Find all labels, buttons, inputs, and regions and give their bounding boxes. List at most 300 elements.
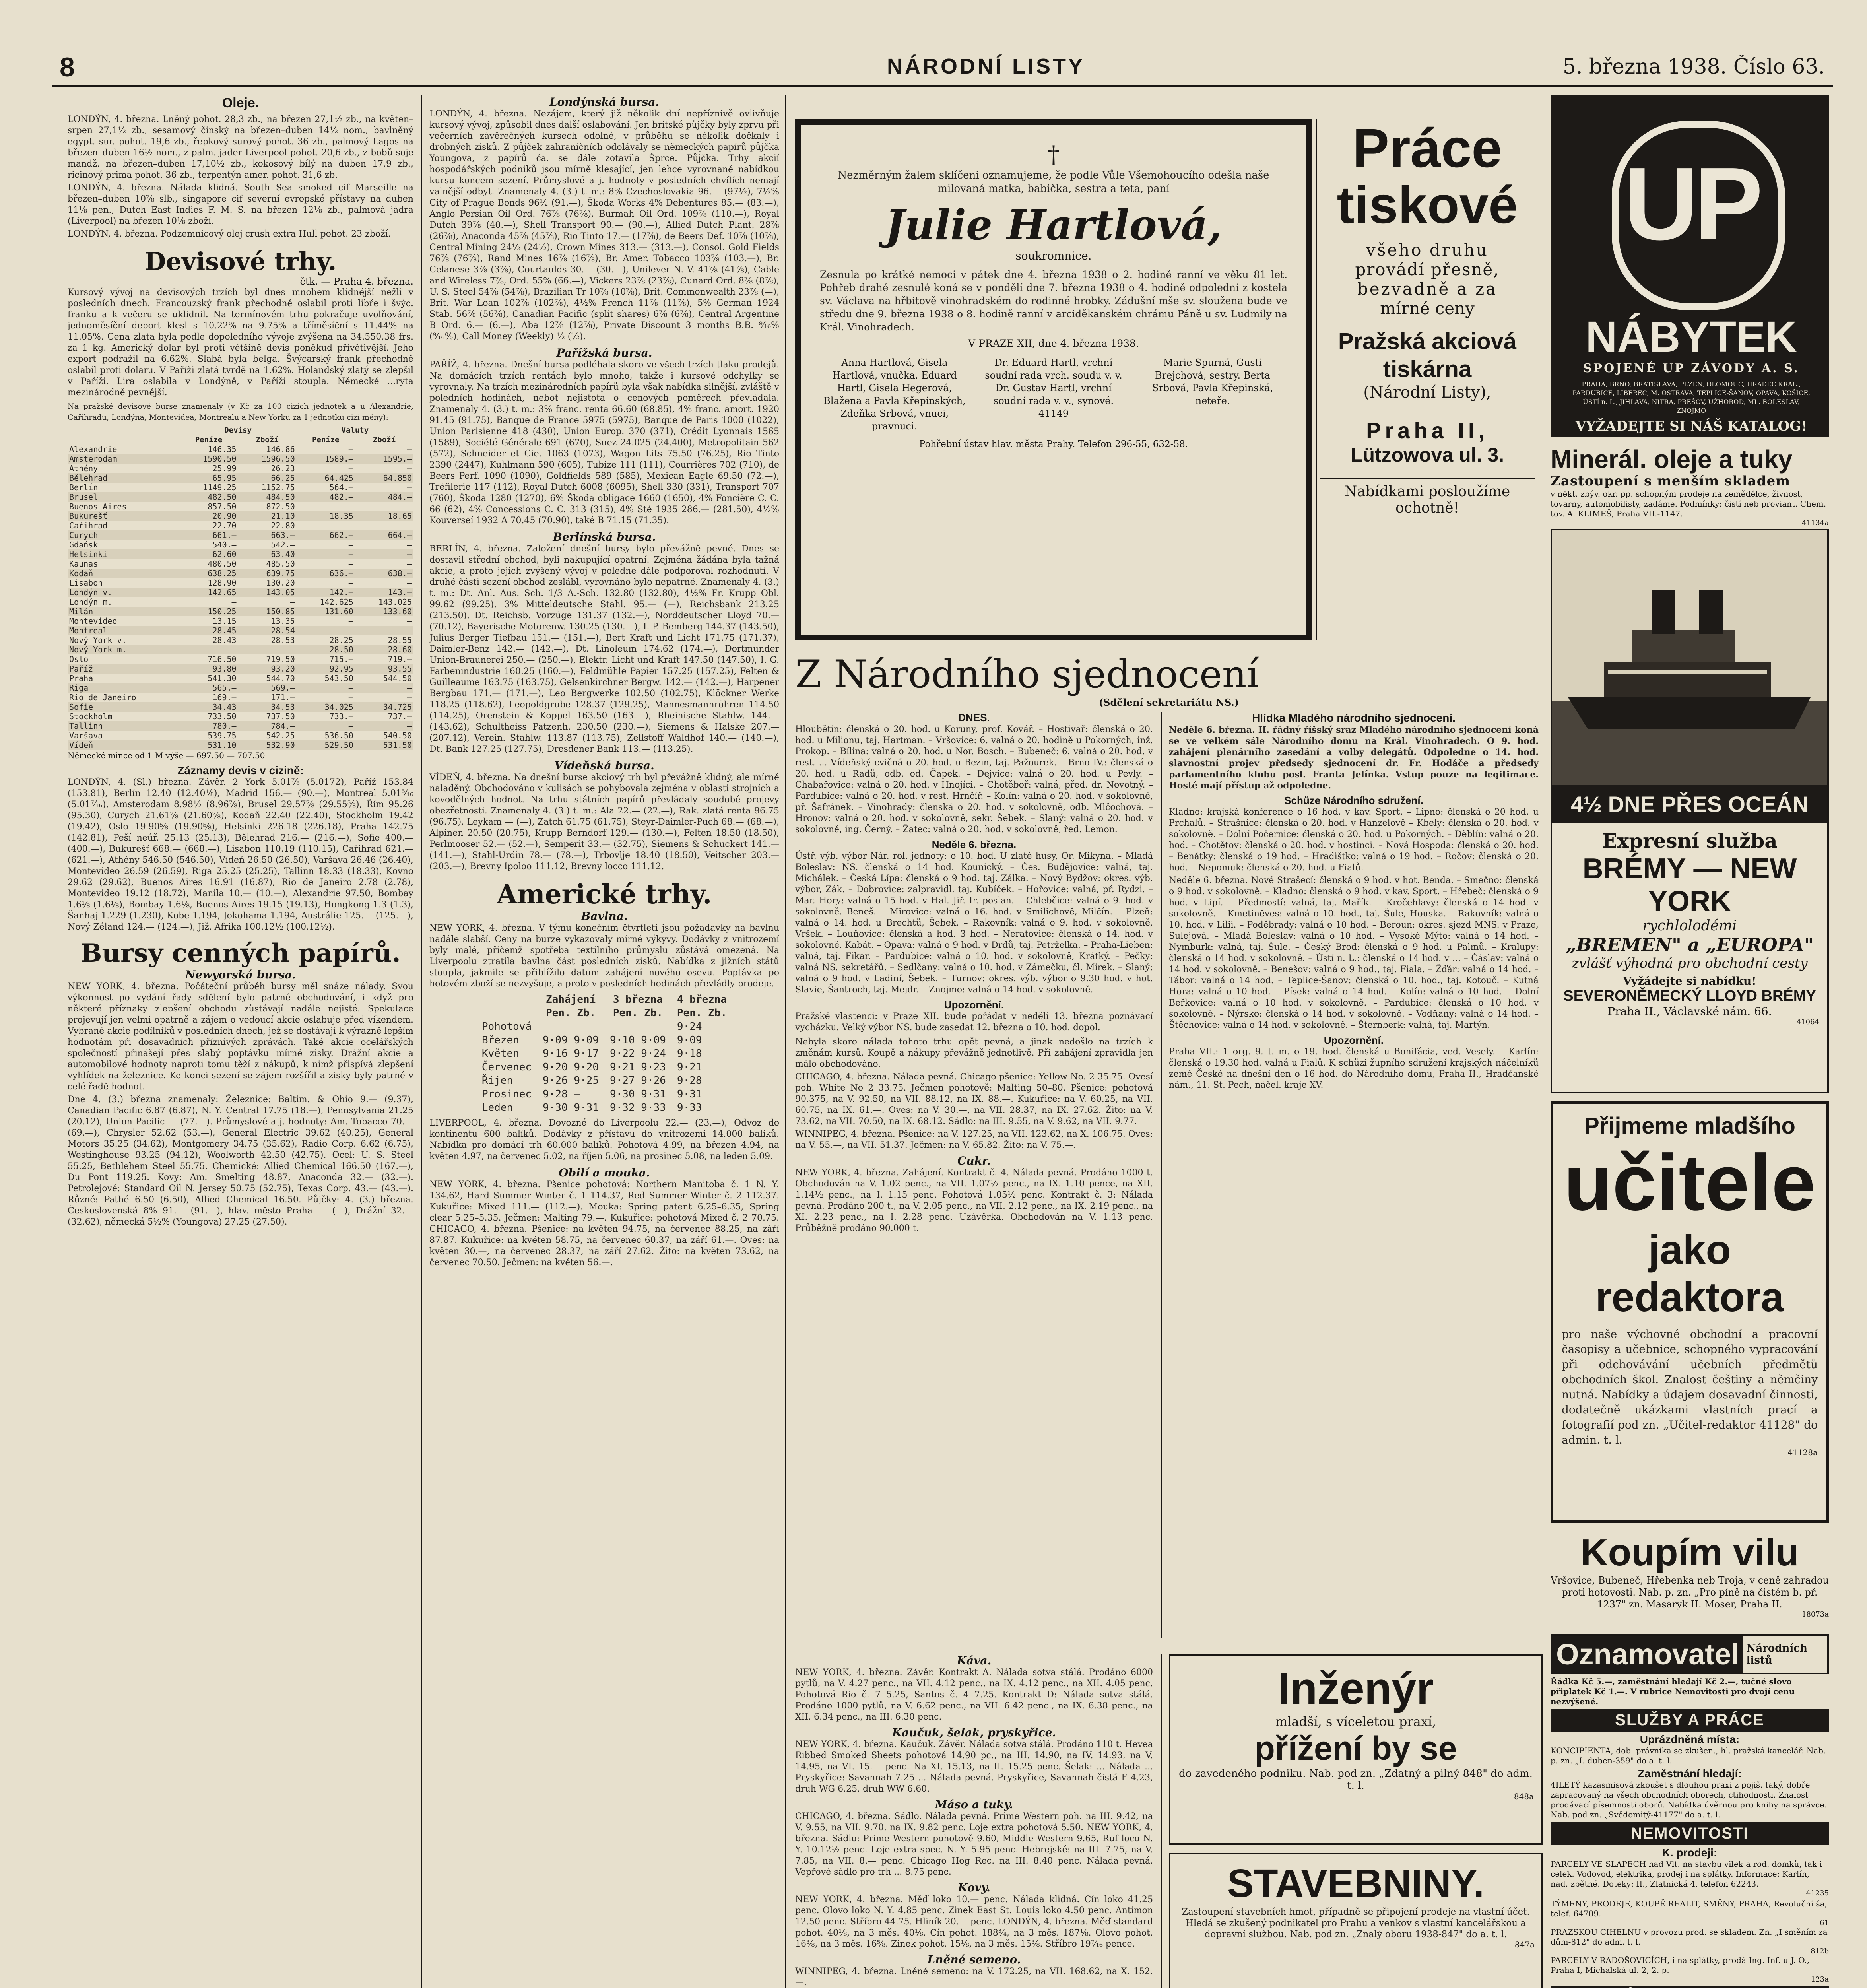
printing-cta: Nabídkami posloužíme ochotně! [1320,478,1535,516]
cotton-row [476,1074,732,1087]
fx-value: — [407,549,412,559]
ship-address: Praha II., Václavské nám. 66. [1607,1005,1772,1018]
villa-code: 18073a [1802,1610,1829,1619]
classified-ad-1-code: 61 [1820,1919,1829,1927]
fx-row [68,607,413,616]
printing-address-2: Lützowova ul. 3. [1350,444,1504,466]
header-rule [52,85,1833,87]
ship-fast: rychlolodémi [1642,918,1737,934]
cotton-month: Květen [481,1048,519,1060]
services-header: SLUŽBY A PRÁCE [1551,1709,1829,1732]
fx-row [68,578,413,588]
ad-mineral-oils [1551,445,1829,525]
engineer-text: do zavedeného podniku. Nab. pod zn. „Zdatný a pilný-848" do adm. t. l. [1179,1768,1533,1792]
fx-value: 22.80 [271,521,295,530]
up-cta: VYŽADEJTE SI NÁŠ KATALOG! [1575,418,1807,434]
fx-value: — [348,693,353,702]
printing-line-3: bezvadně a za [1357,279,1498,299]
cotton-month: Březen [481,1034,519,1046]
fx-value: 543.50 [324,674,353,683]
ship-names: „BREMEN" a „EUROPA" [1566,934,1814,955]
fx-value: 531.10 [208,740,237,750]
fx-row [68,702,413,712]
sjednoceni-left [795,712,1153,1646]
teacher-title: učitele [1564,1138,1816,1227]
fx-value: 21.10 [271,511,295,521]
cotton-text: NEW YORK, 4. března. V týmu konečním čtvrtletí jsou požadavky na bavlnu nadále slabší. Ceny na burze vykazovaly mírné výkyvy. Dodávky z vnitrozemí byly malé, přičemž spotřeba textilního průmyslu zůstává omezená. Na Liverpoolu ztratila bavlna část posledních zisků. Nabídka z jižních států stoupla, jakmile se přiblížilo datum zahájení nového osevu. Poptávka po hotovém zboží se nezvyšuje, a proto v posledních hodinách převládly prodeje. [429,923,779,989]
cotton-row [476,1101,732,1114]
fx-value: 664.— [388,530,412,540]
fx-value: 733.— [329,712,353,721]
fx-value: — [407,445,412,454]
fx-value: 143.05 [266,588,295,597]
fx-value: 28.45 [212,626,237,635]
nedele-title: Neděle 6. března. [932,839,1017,850]
fx-group-valuty: Valuty [341,426,369,435]
classified-ad-1: TÝMENY, PRODEJE, KOUPĚ REALIT, SMĚNY, PRAHA, Revoluční ša, telef. 64709. [1551,1899,1827,1918]
realty-code: 41235 [1806,1889,1829,1897]
cotton-value: 9·16 9·17 [543,1048,599,1060]
fx-value: — [290,597,295,607]
fx-value: 719.— [388,654,412,664]
fx-value: 143.025 [378,597,412,607]
jobs-wanted-title: Zaměstnání hledají: [1638,1767,1742,1780]
loans-header [1551,1986,1829,1988]
cotton-subheader-row [476,1006,732,1020]
fx-currency: Oslo [69,654,89,664]
fx-value: 34.53 [271,702,295,712]
fx-value: 64.425 [324,473,353,483]
fx-dateline: čtk. — Praha 4. března. [300,276,413,287]
fx-currency: Curych [69,530,98,540]
americke-trhy-title: Americké trhy. [497,879,712,910]
fx-currency: Cařihrad [69,521,108,530]
up-title: NÁBYTEK [1586,313,1797,361]
fx-value: 539.75 [208,731,237,740]
classified-ad-2-code: 812b [1811,1947,1829,1955]
fx-value: 64.850 [383,473,412,483]
fx-value: 171.— [271,693,295,702]
berlin-title: Berlínská bursa. [553,530,656,544]
fx-value: — [231,597,237,607]
fx-currency: Vídeň [69,740,93,750]
fx-value: 482.50 [208,492,237,502]
fx-row [68,740,413,750]
fx-value: — [407,693,412,702]
cotton-header-cell: 3 března [613,994,663,1006]
obituary-intro: Nezměrným žalem sklíčeni oznamujeme, že podle Vůle Všemohoucího odešla naše milovaná matka, babička, sestra a teta, paní [838,169,1269,195]
mineral-text: v někt. zbýv. okr. pp. schopným prodeje na zemědělce, živnost, tovarny, automobilisty, zadáme. Podmínky: čistí neb proviant. Chem. tov. A. KLIMEŠ, Praha VII.-1147. [1551,489,1826,518]
fx-row [68,464,413,473]
commod-chicago: CHICAGO, 4. března. Nálada pevná. Chicago pšenice: Yellow No. 2 35.75. Ovesí poh. White No 2 33.75. Ječmen pohotově: Malting 50–80. Pšenice: pohotová 90.375, na V. 92.50, na VII. 88.12, na IX. 88.—. Kukuřice: na V. 60.25, na VII. 60.75, na IX. 61.—. Oves: na V. 30.—, na VII. 28.37, na IX. 27.62. Žito: na V. 73.62, na VII. 70.50, na IX. 68.12. Sádlo: na III. 9.55, na V. 9.62, na VII. 9.77. [795,1072,1153,1126]
column-commodities [68,95,413,1988]
ship-note: zvlášť výhodná pro obchodní cesty [1572,955,1808,971]
fx-row [68,731,413,740]
column-rule-4 [1161,1654,1162,1988]
ship-route: BRÉMY — NEW YORK [1582,853,1797,917]
schuze-text-2: Neděle 6. března. Nové Strašecí: členská o 9 hod. v hot. Benda. – Smečno: členská o 9 hod. v sokolovně. – Kladno: členská o 9 hod. v kav. Sport. – Hřebeč: členská o 9 hod. v Lipí. – Předmostí: valná, taj. Mařík. – Kročehlavy: členská o 14 hod. v sokolovně. – Kmetiněves: valná o 10. hod., taj. Šule, Houska. – Rakovník: valná o 10. hod. v Lilii. – Poděbrady: valná o 10 hod. – Beroun: okres. sjezd MNS. v Praze, Sulejová. – Mladá Boleslav: valná o 10 hod. – Vysoké Mýto: valná o 14 hod. – Nymburk: valná, taj. Šule. – Český Brod: členská o 9 hod. u Palmů. – Kralupy: členská o 14 hod. v sokolovně. – Ústí n. L.: členská o 14 hod. v ... – Čáslav: valná o 14 hod. v sokolovně. – Benešov: valná o 9 hod., taj. Fiala. – Žďár: valná o 14 hod. – Tábor: valná o 14 hod. – Teplice-Šanov: členská o 10. hod., taj. Kotouč. – Kutná Hora: valná o 10 hod. – Písek: valná o 14 hod. – Kolín: valná o 10 hod. – Dolní Beřkovice: valná o 10 hod. v sokolovně. – Pardubice: členská o 10 hod. v sokolovně. – Nýrsko: členská o 14 hod. v sokolovně. – Vodňany: valná o 14 hod. – Štěchovice: valná o 14 hod. v sokolovně. – Šternberk: valná, taj. Martýn. [1169,876,1539,1030]
mineral-subtitle: Zastoupení s menším skladem [1551,473,1791,489]
metals-text: NEW YORK, 4. března. Měď loko 10.— penc. Nálada klidná. Cín loko 41.25 penc. Olovo loko N. Y. 4.85 penc. Zinek East St. Louis loko 4.50 penc. Antimon 12.50 penc. Stříbro 44.75. Hliník 20.— penc. LONDÝN, 4. března. Měď standard pohot. 40⅛, na 3 měs. 40⅛. Cín pohot. 188¾, na 3 měs. 187⅛. Olovo pohot. 16⅜, na 3 měs. 16⅝. Zinek pohot. 15⅛, na 3 měs. 15⅜. Stříbro 19⁷⁄₁₆ pence. [795,1895,1153,1949]
ocean-liner-image [1552,530,1827,785]
schuze-text: Kladno: krajská konference o 16 hod. v kav. Sport. – Lipno: členská o 20 hod. u Prchalů. – Strašnice: členská o 20. hod. v Hanzelově – Kbely: členská o 20. hod. v sokolovně. – Dolní Počernice: členská o 20. hod. u Pokorných. – Děblín: valná o 20. hod. – Chotětov: členská o 20. hod. v hostinci. – Nová Hospoda: členská o 20. hod. – Benátky: členská o 19 hod. – Hradištko: valná o 19 hod. – Ročov: členská o 20. hod. – Nepomuk: členská o 20. hod. u Fialů. [1169,807,1539,873]
cotton-month: Prosinec [481,1088,532,1100]
column-exchanges [429,95,779,1988]
fx-value: 26.23 [271,464,295,473]
classifieds [1551,1634,1829,1988]
fx-row [68,597,413,607]
berlin-text: BERLÍN, 4. března. Založení dnešní bursy bylo převážně pevné. Dnes se dostavil střední obchod, byli nakupující opatrní. Zejména žádána byla tažná akcie, a proto jejich zvýšený vývoj v poledne dále podporoval rozhodnutí. V druhé části sezení obchod zeslábl, vyrovnáno bylo nepatrné. Znamenaly 4. (3.) t. m.: Dt. Anl. Aus. Sch. 1/3 A.-Sch. 132.80 (132.80), 4½% Fr. Krupp Obl. 99.62 (99.25), 3% Mitteldeutsche Stahl. 95.— (—), Reichsbank 213.25 (213.50), Dt. Reichsb. Vorzüge 131.37 (132.—), Norddeutscher Lloyd 70.— (70.12), Bayerische Motorenw. 130.25 (130.—), I. P. Bemberg 144.37 (143.50), Julius Berger Tiefbau 151.— (151.—), Bert Kraft und Licht 171.75 (171.37), Daimler-Benz 142.— (142.—), Dt. Linoleum 174.62 (174.—), Dortmunder Union-Braunerei 250.— (250.—), Elektr. Licht und Kraft 147.50 (147.50), I. G. Farbenindustrie 160.25 (160.—), Feldmühle Papier 157.25 (157.25), Felten & Guilleaume 163.75 (163.75), Gelsenkirchner Bergw. 142.— (142.—), Harpener Bergbau 171.— (171.—), Leo Bergwerke 102.50 (102.75), Klöckner Werke 118.25 (118.62), Leopoldgrube 128.37 (129.25), Mannesmannröhren 114.50 (114.25), Orenstein & Koppel 163.50 (163.—), Rheinische Stahlw. 144.— (143.62), Schultheiss Patzenh. 230.50 (230.—), Siemens & Halske 207.— (207.12), Verein. Stahlw. 113.87 (113.75), Zellstoff Waldhof 140.— (140.—), Dt. Bank 127.25 (127.75), Dresdener Bank 113.— (113.25). [429,544,779,754]
ad-up-furniture [1551,95,1829,437]
fx-currency: Tallinn [69,721,103,731]
fx-value: — [348,521,353,530]
printing-title-2: tiskové [1337,176,1518,234]
vienna-text: VÍDEŇ, 4. března. Na dnešní burse akciový trh byl převážně klidný, ale mírně naladěný. Obchodováno v kulisách se pohybovala zejména v oblasti strojních a kovodělných hodnot. Na trhu státních papírů převládaly soudobé projevy obezřetnosti. Znamenaly 4. (3.) t. m.: Ala 22.— (22.—), Rak. zlatá renta 96.75 (96.75), Leykam — (—), Zatch 61.75 (61.75), Steyr-Daimler-Puch 68.— (68.—), Alpinen 20.50 (20.75), Krupp Berndorf 129.— (130.—), Felten 18.50 (18.50), Perlmooser 52.— (52.—), Semperit 33.— (32.75), Siemens & Schuckert 141.— (141.—), Stahl-Urdin 78.— (78.—), Trbovlje 18.40 (18.50), Veitscher 203.— (203.—), Brevny Ipoloo 111.12, Brevny locco 111.12. [429,773,779,872]
fx-value: 661.— [212,530,237,540]
cotton-row [476,1047,732,1060]
fx-value: 63.40 [271,549,295,559]
fx-table [68,425,413,750]
fx-row [68,521,413,530]
engineer-line1: mladší, s víceletou praxí, [1275,1714,1436,1729]
fx-value: — [231,645,237,654]
fx-row [68,693,413,702]
fx-row [68,569,413,578]
fx-currency: Paříž [69,664,93,674]
fx-value: — [348,616,353,626]
fx-value: 1590.50 [203,454,237,464]
fx-note: Na pražské devisové burse znamenaly (v Kč za 100 cizích jednotek a u Alexandrie, Cařihradu, Londýna, Montevidea, Montrealu a New Yorku za 1 jednotku cizí měny): [68,402,413,422]
cotton-subheader-cell: Pen. Zb. [545,1007,596,1019]
fx-group-devisy: Devisy [224,426,252,435]
classifieds-text: Řádka Kč 5.—, zaměstnání hledají Kč 2.—, tučné slovo připlatek Kč 1.—. V rubrice Nemovitosti pro dvojí cenu nezvýšené. [1551,1677,1795,1706]
cotton-value: 9·27 9·26 [610,1075,666,1087]
fx-currency: Helsinki [69,549,108,559]
obituary-details: Zesnula po krátké nemoci v pátek dne 4. března 1938 o 2. hodině ranní ve věku 81 let. Pohřeb drahé zesnulé koná se v pondělí dne 7. března 1938 o 4. hodině odpolední z kostela sv. Václava na hřbitově vinohradském do rodinné hrobky. Zádušní mše sv. sloužena bude ve středu dne 9. března 1938 o 8. hodině ranní v arciděkanském chrámu Páně u sv. Ludmily na Král. Vinohradech. [820,269,1287,333]
page-number: 8 [60,52,75,82]
coffee-text: NEW YORK, 4. března. Závěr. Kontrakt A. Nálada sotva stálá. Prodáno 6000 pytlů, na V. 4.27 penc., na VII. 4.12 penc., na IX. 4.12 penc., na XII. 4.05 penc. Pohotová Rio č. 7 5.25, Santos č. 4 7.25. Kontrakt D: Nálada sotva stálá. Prodáno 1000 pytlů, na V. 6.62 penc., na VII. 6.42 penc., na IX. 6.38 penc., na XII. 6.34 penc., na III. 6.30 penc. [795,1668,1153,1722]
ny-title: Newyorská bursa. [185,968,296,981]
fx-value: — [348,445,353,454]
fx-value: 484.50 [266,492,295,502]
fx-value: 542.25 [266,731,295,740]
fx-currency: Kodaň [69,569,93,578]
fx-value: 130.20 [266,578,295,588]
cotton-value: 9·26 9·25 [543,1075,599,1087]
fx-value: 569.— [271,683,295,693]
fx-value: 529.50 [324,740,353,750]
cotton-row [476,1087,732,1101]
printing-title-1: Práce [1353,119,1502,179]
fx-row [68,654,413,664]
paris-title: Pařížská bursa. [556,346,652,359]
fx-currency: Buenos Aires [69,502,127,511]
fx-value: — [407,521,412,530]
fx-value: 146.35 [208,445,237,454]
fx-row [68,454,413,464]
fats-title: Máso a tuky. [935,1798,1013,1811]
fx-value: 62.60 [212,549,237,559]
upozorneni-text: Pražské vlastenci: v Praze XII. bude pořádat v neděli 13. března poznávací vycházku. Velký výbor NS. bude zasedat 12. března o 10. hod. dopol. [795,1011,1153,1033]
fx-currency: Alexandrie [69,445,117,454]
fx-value: — [407,721,412,731]
column-sjednoceni [795,652,1543,1646]
ship-company: SEVERONĚMECKÝ LLOYD BRÉMY [1563,988,1816,1004]
building-title: STAVEBNINY. [1227,1861,1485,1906]
ad-engineer [1169,1654,1543,1845]
fx-row [68,511,413,521]
flax-text: WINNIPEG, 4. března. Lněné semeno: na V. 172.25, na VII. 168.62, na X. 152.—. [795,1967,1153,1988]
fx-header-cell [68,435,179,445]
fx-value: — [407,464,412,473]
villa-title: Koupím vilu [1580,1531,1799,1574]
fx-value: 872.50 [266,502,295,511]
grain-title: Obilí a mouka. [559,1166,650,1179]
fx-value: 150.25 [208,607,237,616]
dnes-title: DNES. [958,712,990,724]
ad-printing [1320,119,1535,636]
column-rule-1 [421,95,422,1988]
ship-service: Expresní služba [1602,829,1778,852]
sugar-title: Cukr. [957,1154,991,1167]
oil-text-2: LONDÝN, 4. března. Nálada klidná. South Sea smoked cif Marseille na březen–duben 10⅞ slb., singapore cif severní evropské přístavy na duben 11⅛ pen., Dutch East Indies F. M. S. na březen 12⅛ zb., palmová jádra (Liverpool) na březen 10⅛ zboží. [68,183,413,226]
fx-currency: Stockholm [69,712,113,721]
teacher-text: pro naše výchovné obchodní a pracovní časopisy a učebnice, schopného vypracování při odchovávání učebních předmětů obchodních škol. Znalost češtiny a němčiny nutná. Nabídky a údajem dosavadní činnosti, dodatečně ukázkami vlastních prací a fotografií pod zn. „Učitel-redaktor 41128" do admin. t. l. [1562,1328,1818,1446]
cotton-subheader-cell: Pen. Zb. [677,1007,727,1019]
fx-currency: Praha [69,674,93,683]
fx-row [68,559,413,569]
upozorneni2-title: Upozornění. [1324,1034,1384,1046]
fx-value: 540.— [212,540,237,549]
cotton-header-cell [476,993,537,1006]
cotton-value: 9·21 [677,1061,702,1073]
cotton-row [476,1060,732,1074]
fx-value: — [348,559,353,569]
fx-value: 531.50 [383,740,412,750]
fx-title: Devisové trhy. [144,247,337,276]
teacher-line-1: Přijmeme mladšího [1584,1113,1795,1139]
fx-value: — [348,578,353,588]
obituary-mourners-left: Anna Hartlová, Gisela Hartlová, vnučka. Eduard Hartl, Gisela Hegerová, Blažena a Pavla Křepinských, Zdeňka Srbová, vnuci, pravnuci. [823,357,966,432]
ship-banner: 4½ DNE PŘES OCEÁN [1552,785,1827,823]
fx-value: — [407,559,412,569]
paris-text: PAŘÍŽ, 4. března. Dnešní bursa podléhala skoro ve všech trzích tlaku prodejů. Na domácích trzích rentách bylo mnoho, takže i kursové odchylky se vyrovnaly. Na trzích mezinárodních papírů byla však nabídka silnější, zvláště v poledních hodinách, nebot nejistota o cenových poměrech převládala. Znamenaly 4. (3.) t. m.: 3% franc. renta 66.60 (68.85), 4% franc. amort. 1920 91.45 (91.75), Banque de France 5975 (5975), Banque de Paris 1000 (1022), Union Parisienne 418 (430), Union Europ. 370 (371), Crédit Lyonnais 1565 (1589), Société Générale 691 (670), Suez 24.025 (24.400), Metropolitain 562 (572), Schneider et Cie. 1063 (1073), Wagon Lits 75.50 (76.25), Rio Tinto 2390 (2447), Kuhlmann 590 (605), Tubize 111 (111), Courrières 702 (710), de Beers Perf. 1090 (1090), Goldfields 589 (585), Mexican Eagle 69.50 (72.—), Tréfilerie 117 (112), Royal Dutch 6008 (6095), Shell 330 (331), Transport 707 (760), Škoda 1280 (1270), 6% Škoda obligace 1660 (1650), 4% Foncière C. C. 66 (62), 4% Concessions C. C. 313 (315), 4% Sté 1935 286.— (281.50), 4½% Kouverseí 1932 A 70.45 (70.90), také B 71.15 (71.35). [429,360,779,526]
cotton-value: 9·31 [677,1088,702,1100]
cotton-value: 9·10 9·09 [610,1034,666,1046]
fx-value: 66.25 [271,473,295,483]
fx-currency: Amsterodam [69,454,117,464]
fx-currency: Londýn m. [69,597,113,607]
cotton-value: 9·09 9·09 [543,1034,599,1046]
fx-row [68,502,413,511]
fx-value: 142.625 [320,597,353,607]
fx-value: 146.86 [266,445,295,454]
nedele-text: Ústř. výb. výbor Nár. rol. jednoty: o 10. hod. U zlaté husy, Or. Mikyna. – Mladá Boleslav: NS. členská o 14 hod. Kounický. – Čes. Budějovice: valná, taj. Michálek. – Česká Lípa: členská o 9 hod. taj. Zálka. – Nový Bydžov: okres. výb. výbor, Zák. – Dobrovice: zalpravidl. taj. Kubíček. – Hořovice: valná, př. Rydzi. – Mar. Hory: valná o 15 hod. v Hal. Jiř. Ir. poslan. – Chlebčice: valná o 9. hod. v sokolovně. Beneš. – Mirovice: valná o 16. hod. v Smilichově, Milčín. – Plzeň: valná o 14. hod. u Brechtů, Šebek. – Rakovník: valná o 9. hod. v sokolovně, Vršek. – Louňovice: členská a hod. 3 hod. – Neratovice: členská o 14. hod. v sokolovně. Kabát. – Opava: valná o 9 hod. v Drdů, taj. Petrželka. – Praha-Lieben: valná, taj. Fikar. – Pardubice: valná o 10. hod. v sokolovně, Krátký. – Pečky: valná NS. sekretářů. – Sedlčany: valná o 10. hod. v Zámečku, čl. Mirek. – Slaný: valná o 9 hod. v Ladiní, Šebek. – Turnov: okres. výb. výbor o 9.30 hod. v hot. Slavie, Šantroch, taj. Mejdr. – Znojmo: valná o 14 hod. v sokolovně. [795,851,1153,995]
vacancies-text: KONCIPIENTA, dob. právníka se zkušen., hl. pražská kancelář. Nab. p. zn. „I. duben-359" do a. t. l. [1551,1746,1826,1765]
fx-row [68,549,413,559]
fx-value: 564.— [329,483,353,492]
fx-value: 93.20 [271,664,295,674]
fx-row [68,635,413,645]
ad-building-materials [1169,1853,1543,1988]
obituary-name: Julie Hartlová, [885,200,1222,249]
fx-value: — [348,540,353,549]
fx-bottom-line: Německé mince od 1 M výše — 697.50 — 707.50 [68,751,265,760]
classified-ad-2: PRAZSKOU CIHELNU v provozu prod. se skladem. Zn. „I směním za dům-812" do adm. t. l. [1551,1927,1828,1947]
villa-text: Vršovice, Bubeneč, Hřebenka neb Troja, v ceně zahradou proti hotovosti. Nab. p. zn. „Pro píně na čistém b. př. 1237" zn. Masaryk II. Moser, Praha II. [1551,1575,1829,1610]
fx-value: — [348,683,353,693]
page-header [52,48,1833,83]
fx-currency: Rio de Janeiro [69,693,136,702]
up-cities: PRAHA, BRNO, BRATISLAVA, PLZEŇ, OLOMOUC, HRADEC KRÁL., PARDUBICE, LIBEREC, M. OSTRAVA, TEPLICE-ŠANOV, OPAVA, KOŠICE, ÚSTÍ n. L., JIHLAVA, NITRA, PREŠOV, UŽHOROD, ML. BOLESLAV, ZNOJMO [1572,381,1810,414]
fx-value: — [407,616,412,626]
fx-value: 1589.— [324,454,353,464]
ad-ocean-liner [1551,529,1829,1093]
fx-value: 857.50 [208,502,237,511]
london-text: LONDÝN, 4. března. Nezájem, který již několik dní nepříznivě ovlivňuje kursový vývoj, způsobil dnes další oslabování. Jen britské půjčky byly zprvu při večerních závěrečných kursech odolné, v průběhu se několik dočkaly i drobných zisků. Z půjček zahraničních odolávaly se německých papírů půjčka Youngova, z papírů ča. se dále zotavila Šprce. Půjčka. Trhy akcií hospodářských podniků jsou mírně klesající, jen lehce vyrovnané nabídkou kursu koncem sezení. Průmyslové a j. hodnoty v posledních chvílích nemají valnější odbyt. Znamenaly 4. (3.) t. m.: 8% Czechoslovakia 96.— (97½), 7½% City of Prague Bonds 96½ (91.—), Škoda Works 4% Debentures 85.— (83.—), Anglo Persian Oil Ord. 76⅞ (76⅞), Burmah Oil Ord. 109⅞ (110.—), Royal Dutch 39⅞ (40.—), Shell Transport 90.— (90.—), Allied Dutch Plant. 28⅞ (26⅞), Anaconda 45⅞ (45⅞), Rio Tinto 17.— (17⅞), de Beers Def. 10⅞ (10⅞), Central Mining 24½ (24½), Crown Mines 313.— (313.—), Consol. Gold Fields 76⅞ (76⅞), Rand Mines 16⅞ (16⅞), Br. Amer. Tobacco 103⅞ (103.—), Br. Celanese 3⅞ (3⅞), Courtaulds 30.— (30.—), Unilever N. V. 41⅞ (41⅞), Cable and Wireless 7⅞, Ord. 55% (66.—), Vickers 23⅞ (23⅞), Cunard Ord. 8⅞ (8⅞), U. S. Steel 54⅞ (54⅞), Brazilian Tr 10⅞ (10⅞), Brit. Commonwealth 23⅞ (—), Brit. War Loan 102⅞ (102⅞), 4½% French 11⅞ (11⅞), 5% German 1924 Stab. 56⅞ (56⅞), Canadian Pacific (split shares) 6⅞ (6⅞), Central Argentine B Ord. 6.— (6.—), Aba 12⅞ (12⅞), Private Discount 3 months B.B. ⁹⁄₁₆% (⁹⁄₁₆%), Call Money (Weekly) ½ (½). [429,109,779,342]
fx-currency: Bukurešť [69,511,108,521]
fx-value: 542.— [271,540,295,549]
fx-value: 28.54 [271,626,295,635]
mineral-title: Minerál. oleje a tuky [1551,445,1793,474]
fx-value: 28.60 [388,645,412,654]
cotton-header-cell: 4 března [677,994,727,1006]
fx-value: — [407,502,412,511]
ny-text: NEW YORK, 4. března. Počáteční průběh bursy měl snáze nálady. Svou výkonnost po vydání řady sdělení bylo patrné obchodování, i když pro některé příznaky zlepšení obchodu zůstávají nadále nejisté. Spekulace projevují jen velmi opatrně a zájem o vedoucí akcie oslabuje před víkendem. Vybrané akcie podílníků v posledních dnech, jež se dostávají k výrazně lepším hodnotám při dosavadních příznivých zprávách. Také akcie ocelářských společností přinášejí přes slabý poptávku mírně zisky. Drážní akcie a automobilové hodnoty naproti tomu těží z nákupů, k nimž přispívá zlepšení vyhlídek na železnice. Ke konci sezení se zájem rozšířil a zisky byly patrné v celé řadě hodnot. [68,982,413,1092]
printing-address-1: Praha II, [1366,418,1489,443]
printing-company: Pražská akciová tiskárna [1338,328,1517,382]
obituary-place-date: V PRAZE XII, dne 4. března 1938. [968,338,1139,349]
fx-value: — [348,721,353,731]
funeral-service: Pohřební ústav hlav. města Prahy. Telefon 296-55, 632-58. [919,439,1188,449]
fx-currency: Kaunas [69,559,98,569]
cotton-tail: LIVERPOOL, 4. března. Dovozné do Liverpoolu 22.— (23.—), Odvoz do kontinentu 600 balíků. Dodávky z přístavu do vnitrozemí 14.000 balíků. Nabídka pro domácí trh 60.000 balíků. Pohotová 4.99, na březen 4.94, na květen 4.97, na červenec 5.02, na říjen 5.06, na prosinec 5.08, na leden 5.09. [429,1118,779,1161]
classified-ad-3-code: 123a [1811,1975,1829,1984]
cotton-value: 9·09 [677,1034,702,1046]
fx-currency: Sofie [69,702,93,712]
fx-value: 28.25 [329,635,353,645]
schuze-title: Schůze Národního sdružení. [1284,794,1423,806]
fx-value: 638.— [388,569,412,578]
fx-value: 142.— [329,588,353,597]
fx-row [68,492,413,502]
cotton-value: 9·24 [677,1021,702,1033]
fx-text: Kursový vývoj na devisových trzích byl dnes mnohem klidnější nežli v posledních dnech. Francouzský frank přechodně oslabil proti libře i švýc. franku a k večeru se uklidnil. Na termínovém trhu pokračuje uvolňování, jednoměsíční deport klesl s 10.22% na 9.75% a tříměsíční s 11.44% na 11.05%. Cena zlata byla podle dopoledního vývoje zvýšena na 34.550,38 frs. za 1 kg. Americký dolar byl proti většině devis poněkud přívětivější. Jeho export podražil na 6.62%. Slabá byla belga. Švýcarský frank přechodně oslabil proti dolaru. V Paříži zlatá tvrdě na 1.62%. Holandský zlatý se zlepšil v Paříži. Lira oslabila v Londýně, v Paříži stoupla. Německé ...ryta mezinárodně pevnější. [68,287,413,398]
classified-ad-3: PARCELY V RADOŠOVICÍCH, i na splátky, prodá Ing. Inf. u J. O., Praha I, Michalská ul. 2, 2. p. [1551,1955,1810,1975]
obituary-mourners-right: Marie Spurná, Gusti Brejchová, sestry. Berta Srbová, Pavla Křepinská, neteře. [1152,357,1273,406]
grain-text: NEW YORK, 4. března. Pšenice pohotová: Northern Manitoba č. 1 N. Y. 134.62, Hard Summer Winter č. 1 114.37, Red Summer Winter č. 2 112.37. Kukuřice: Mixed 111.— (112.—). Mouka: Spring patent 6.25–6.35, Spring clear 5.25–5.35. Ječmen: Malting 79.—. Kukuřice: pohotová Mixed č. 2 70.75. CHICAGO, 4. března. Pšenice: na květen 94.75, na červenec 88.25, na září 87.87. Kukuřice: na květen 58.75, na červenec 60.37, na září 61.—. Oves: na květen 30.—, na červenec 28.37, na září 27.62. Žito: na květen 73.62, na červenec 70.50. Ječmen: na květen 56.—. [429,1180,779,1268]
fx-value: — [407,540,412,549]
building-code: 847a [1514,1940,1535,1949]
fx-value: 169.— [212,693,237,702]
cotton-month: Červenec [481,1061,532,1073]
printing-line-4: mírné ceny [1380,299,1475,318]
bursy-title: Bursy cenných papírů. [80,938,401,968]
fx-row [68,540,413,549]
vacancies-title: Uprázdněná místa: [1640,1733,1740,1745]
cotton-row [476,1020,732,1033]
engineer-line2: přížení by se [1254,1730,1457,1767]
fx-row [68,674,413,683]
classifieds-side: Národních listů [1746,1642,1807,1666]
fx-value: 1596.50 [261,454,295,464]
cotton-value: 9·33 [677,1102,702,1114]
fx-header-cell: Zboží [373,435,396,444]
hlidka-text: Neděle 6. března. II. řádný říšský sraz Mladého národního sjednocení koná se ve velkém sále Národního domu na Král. Vinohradech. O 9. hod. zahájení plenárního zasedání a volby delegátů. Odpoledne o 14. hod. slavnostní projev předsedy sjednocení dr. Fr. Hodáče a předsedy parlamentního klubu posl. Franta Jelínka. Vstup pouze na legitimace. Hosté mají přístup až odpoledne. [1169,725,1539,791]
fx-value: 18.65 [388,511,412,521]
cotton-value: 9·30 9·31 [543,1102,599,1114]
sjednoceni-subtitle: (Sdělení sekretariátu NS.) [1098,697,1239,708]
fx-value: 737.50 [266,712,295,721]
cotton-value: 9·30 9·31 [610,1088,666,1100]
sugar-text: NEW YORK, 4. března. Zahájení. Kontrakt č. 4. Nálada pevná. Prodáno 1000 t. Obchodován na V. 1.02 penc., na VII. 1.07½ penc., na IX. 1.10 pence, na XII. 1.14½ penc., na I. 1.15 penc. Pohotová 1.05½ penc. Kontrakt č. 3: Nálada pevná. Prodáno 200 t., na V. 2.05 penc., na VII. 2.12 penc., na IX. 2.19 penc., na XI. 2.23 penc., na I. 2.28 penc. Uzávěrka. Obchodován na V. 1.13 penc. Průběžně prodáno 90.000 t. [795,1168,1153,1233]
fx-currency: Gdańsk [69,540,98,549]
cotton-value: 9·32 9·33 [610,1102,666,1114]
rubber-title: Kaučuk, šelak, pryskyřice. [892,1726,1056,1739]
fx-value: 34.725 [383,702,412,712]
up-company: SPOJENÉ UP ZÁVODY A. S. [1583,361,1800,375]
fx-currency: Montevideo [69,616,117,626]
fx-value: 25.99 [212,464,237,473]
vienna-title: Vídeňská bursa. [554,759,654,772]
fx-header-cell: Peníze [312,435,340,444]
realty-subtitle: K. prodeji: [1662,1846,1718,1859]
printing-line-1: všeho druhu [1366,240,1489,260]
fx-value: 128.90 [208,578,237,588]
fx-value: — [407,483,412,492]
cotton-value: 9·28 [677,1075,702,1087]
fx-header-row [68,435,413,445]
rubber-text: NEW YORK, 4. března. Kaučuk. Závěr. Nálada sotva stálá. Prodáno 110 t. Hevea Ribbed Smoked Sheets pohotová 14.90 pc., na III. 14.90, na IV. 14.93, na V. 14.95, na VI. 15.— penc. Na XI. 15.13, na II. 15.25 penc. Šelak: ... Nálada ... Pryskyřice: Savannah 7.25 ... Nálada pevná. Pryskyřice, Savannah čistá F 4.23, druh WG 6.25, druh WW 6.60. [795,1740,1153,1794]
fx-value: 28.50 [329,645,353,654]
obituary-mourners-mid: Dr. Eduard Hartl, vrchní soudní rada vrch. soudu v. v. Dr. Gustav Hartl, vrchní soudní rada v. v., synové. 41149 [985,357,1122,419]
fx-currency: Lisabon [69,578,103,588]
ship-code: 41064 [1796,1018,1819,1026]
fx-value: 22.70 [212,521,237,530]
fx-value: 34.025 [324,702,353,712]
cotton-subheader-cell: Pen. Zb. [613,1007,663,1019]
fx-value: 92.95 [329,664,353,674]
cotton-value: 9·22 9·24 [610,1048,666,1060]
fx-abroad-text: LONDÝN, 4. (Sl.) března. Závěr. 2 York 5.01⅞ (5.0172), Paříž 153.84 (153.81), Berlín 12.40 (12.40⅛), Madrid 156.— (90.—), Montreal 5.01⁵⁄₁₆ (5.01⁷⁄₁₆), Amsterodam 8.98½ (8.96⅞), Brusel 29.57⅞ (29.55⅝), Řím 95.26 (95.30), Curych 21.61⅞ (21.60⅞), Kodaň 22.40 (22.40), Stockholm 19.42 (19.42), Oslo 19.90⅝ (19.90⅝), Helsinki 226.18 (226.18), Praha 142.75 (142.81), Peší neúř. 25.13 (25.13), Bělehrad 216.— (216.—), Sofie 400.— (400.—), Bukurešť 668.— (668.—), Lisabon 110.19 (110.15), Cařihrad 621.— (621.—), Athény 546.50 (546.50), Vídeň 26.50 (26.50), Varšava 26.46 (26.40), Montevideo 26.59 (26.59), Riga 25.25 (25.25), Tallinn 18.33 (18.33), Kovno 29.62 (29.62), Buenos Aires 16.91 (16.87), Rio de Janeiro 2.78 (2.78), Montevideo 19.12 (18.72), Manila 10.— (10.—), Alexandrie 97.50, Bombay 1.6⅛ (1.6⅛), Bombay 1.6⅛, Buenos Aires 19.15 (19.13), Hongkong 1.3 (1.3), Šanhaj 1.229 (1.230), Kobe 1.194, Jokohama 1.194, Austrálie 125.— (125.—), Nový Zéland 124.— (124.—), Již. Afrika 100.12½ (100.12½). [68,777,413,932]
ship-ask: Vyžádejte si nabídku! [1623,975,1756,988]
obituary-notice [795,119,1312,640]
fx-value: 715.— [329,654,353,664]
fx-value: — [348,626,353,635]
fx-value: 544.70 [266,674,295,683]
cotton-subheader-cell [476,1006,537,1020]
fx-value: 34.43 [212,702,237,712]
column-rule-2 [785,95,786,1988]
fx-value: 1595.— [383,454,412,464]
fx-value: — [407,578,412,588]
upozorneni-title: Upozornění. [944,999,1004,1011]
fx-value: 639.75 [266,569,295,578]
ad-teacher [1551,1101,1829,1523]
cotton-header-cell: Zahájení [545,994,596,1006]
upozorneni2-text: Praha VII.: 1 org. 9. t. m. o 19. hod. členská u Bonifácia, ved. Vesely. – Karlín: členská o 19.30 hod. valná u Fialů. K schůzi župního sdružení krajských náčelníků země České na dnešní den o 16 hod. do Národního domu, Praha II., Hradčanské nám., 11. St. Pech, náčel. kraje XV. [1169,1047,1539,1090]
mineral-code: 41134a [1802,519,1829,525]
fx-value: 716.50 [208,654,237,664]
fx-value: — [407,626,412,635]
fx-value: 536.50 [324,731,353,740]
fx-value: 485.50 [266,559,295,569]
cotton-title: Bavlna. [581,910,628,923]
oil-text-1: LONDÝN, 4. března. Lněný pohot. 28,3 zb., na březen 27,1½ zb., na květen–srpen 27,1½ zb., sesamový činský na březen–duben 14½ nom., bavlněný egypt. sur. pohot. 19,6 zb., řepkový surový pohot. 36 zb., palmový Lagos na březen–duben 16½ nom., z palm. jader Liverpool pohot. 20,6 zb., z bobů soje mandž. na březen–duben 17,10½ zb., kokosový bílý na duben 17,9 zb., ricinový prima pohot. 36 zb., terpentýn amer. pohot. 31,6 zb. [68,115,413,180]
fx-value: 13.15 [212,616,237,626]
fx-row [68,530,413,540]
engineer-title: Inženýr [1277,1664,1434,1713]
